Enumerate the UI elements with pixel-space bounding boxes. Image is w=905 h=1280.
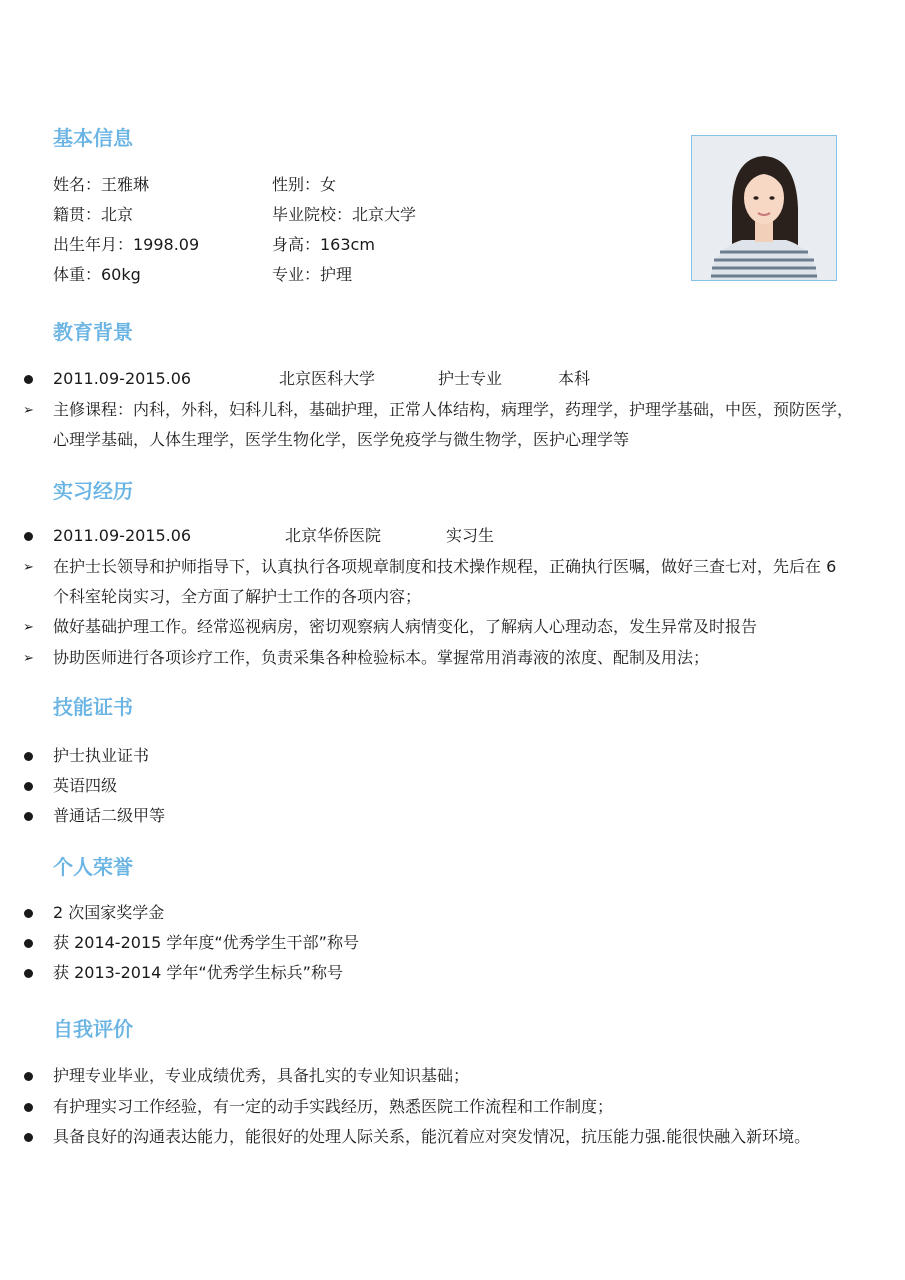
education-period: 2011.09-2015.06	[53, 369, 192, 388]
arrow-bullet-icon: ➢	[23, 560, 34, 575]
bullet-dot-icon	[24, 812, 33, 821]
info-height: 身高：163cm	[272, 235, 375, 254]
section-title-internship: 实习经历	[53, 479, 133, 503]
bullet-dot-icon	[24, 1072, 33, 1081]
list-item	[24, 1092, 854, 1122]
bullet-dot-icon	[24, 969, 33, 978]
self-eval-item: 具备良好的沟通表达能力，能很好的处理人际关系，能沉着应对突发情况，抗压能力强.能很快融入新环境。	[53, 1127, 811, 1146]
bullet-dot-icon	[24, 752, 33, 761]
bullet-dot-icon	[24, 939, 33, 948]
list-item	[24, 364, 854, 394]
info-major: 专业：护理	[272, 265, 353, 284]
info-school: 毕业院校：北京大学	[272, 205, 417, 224]
section-title-skills: 技能证书	[53, 695, 133, 719]
arrow-bullet-icon: ➢	[23, 620, 34, 635]
skill-item: 英语四级	[53, 776, 118, 795]
self-eval-item: 护理专业毕业，专业成绩优秀，具备扎实的专业知识基础；	[53, 1066, 470, 1085]
skill-item: 护士执业证书	[53, 746, 150, 765]
profile-photo	[691, 135, 837, 281]
internship-duty: 做好基础护理工作。经常巡视病房，密切观察病人病情变化，了解病人心理动态，发生异常及时报告	[53, 617, 758, 636]
section-title-education: 教育背景	[53, 320, 133, 344]
list-item	[24, 1061, 854, 1091]
bullet-dot-icon	[24, 375, 33, 384]
bullet-dot-icon	[24, 909, 33, 918]
list-item	[24, 801, 854, 831]
list-item	[24, 395, 854, 455]
education-degree: 本科	[558, 369, 591, 388]
info-hometown: 籍贯：北京	[53, 205, 134, 224]
info-birth: 出生年月：1998.09	[53, 235, 200, 254]
education-school: 北京医科大学	[279, 369, 376, 388]
list-item	[24, 741, 854, 771]
internship-duty: 在护士长领导和护师指导下，认真执行各项规章制度和技术操作规程，正确执行医嘱，做好三查七对，先后在 6 个科室轮岗实习，全方面了解护士工作的各项内容；	[53, 557, 837, 606]
list-item	[24, 643, 854, 673]
skill-item: 普通话二级甲等	[53, 806, 166, 825]
bullet-dot-icon	[24, 1103, 33, 1112]
section-title-self-evaluation: 自我评价	[53, 1017, 133, 1041]
internship-role: 实习生	[446, 526, 495, 545]
arrow-bullet-icon: ➢	[23, 403, 34, 418]
avatar-icon	[692, 136, 836, 280]
self-eval-item: 有护理实习工作经验，有一定的动手实践经历，熟悉医院工作流程和工作制度；	[53, 1097, 614, 1116]
list-item	[24, 1122, 854, 1152]
info-gender: 性别：女	[272, 175, 337, 194]
list-item	[24, 928, 854, 958]
honor-item: 2 次国家奖学金	[53, 903, 165, 922]
list-item	[24, 771, 854, 801]
bullet-dot-icon	[24, 782, 33, 791]
internship-period: 2011.09-2015.06	[53, 526, 192, 545]
info-name: 姓名：王雅琳	[53, 175, 150, 194]
section-title-basic-info: 基本信息	[53, 126, 133, 150]
arrow-bullet-icon: ➢	[23, 651, 34, 666]
list-item	[24, 898, 854, 928]
honor-item: 获 2013-2014 学年“优秀学生标兵”称号	[53, 963, 343, 982]
list-item	[24, 521, 854, 551]
internship-hospital: 北京华侨医院	[285, 526, 382, 545]
list-item	[24, 958, 854, 988]
honor-item: 获 2014-2015 学年度“优秀学生干部”称号	[53, 933, 359, 952]
section-title-honors: 个人荣誉	[53, 855, 133, 879]
list-item	[24, 612, 854, 642]
internship-duty: 协助医师进行各项诊疗工作，负责采集各种检验标本。掌握常用消毒液的浓度、配制及用法；	[53, 648, 710, 667]
bullet-dot-icon	[24, 1133, 33, 1142]
education-major: 护士专业	[438, 369, 503, 388]
bullet-dot-icon	[24, 532, 33, 541]
info-weight: 体重：60kg	[53, 265, 141, 284]
education-courses: 主修课程：内科，外科，妇科儿科，基础护理，正常人体结构，病理学，药理学，护理学基础，中医，预防医学，心理学基础，人体生理学，医学生物化学，医学免疫学与微生物学，医护心理学等	[53, 400, 854, 449]
list-item	[24, 552, 854, 612]
